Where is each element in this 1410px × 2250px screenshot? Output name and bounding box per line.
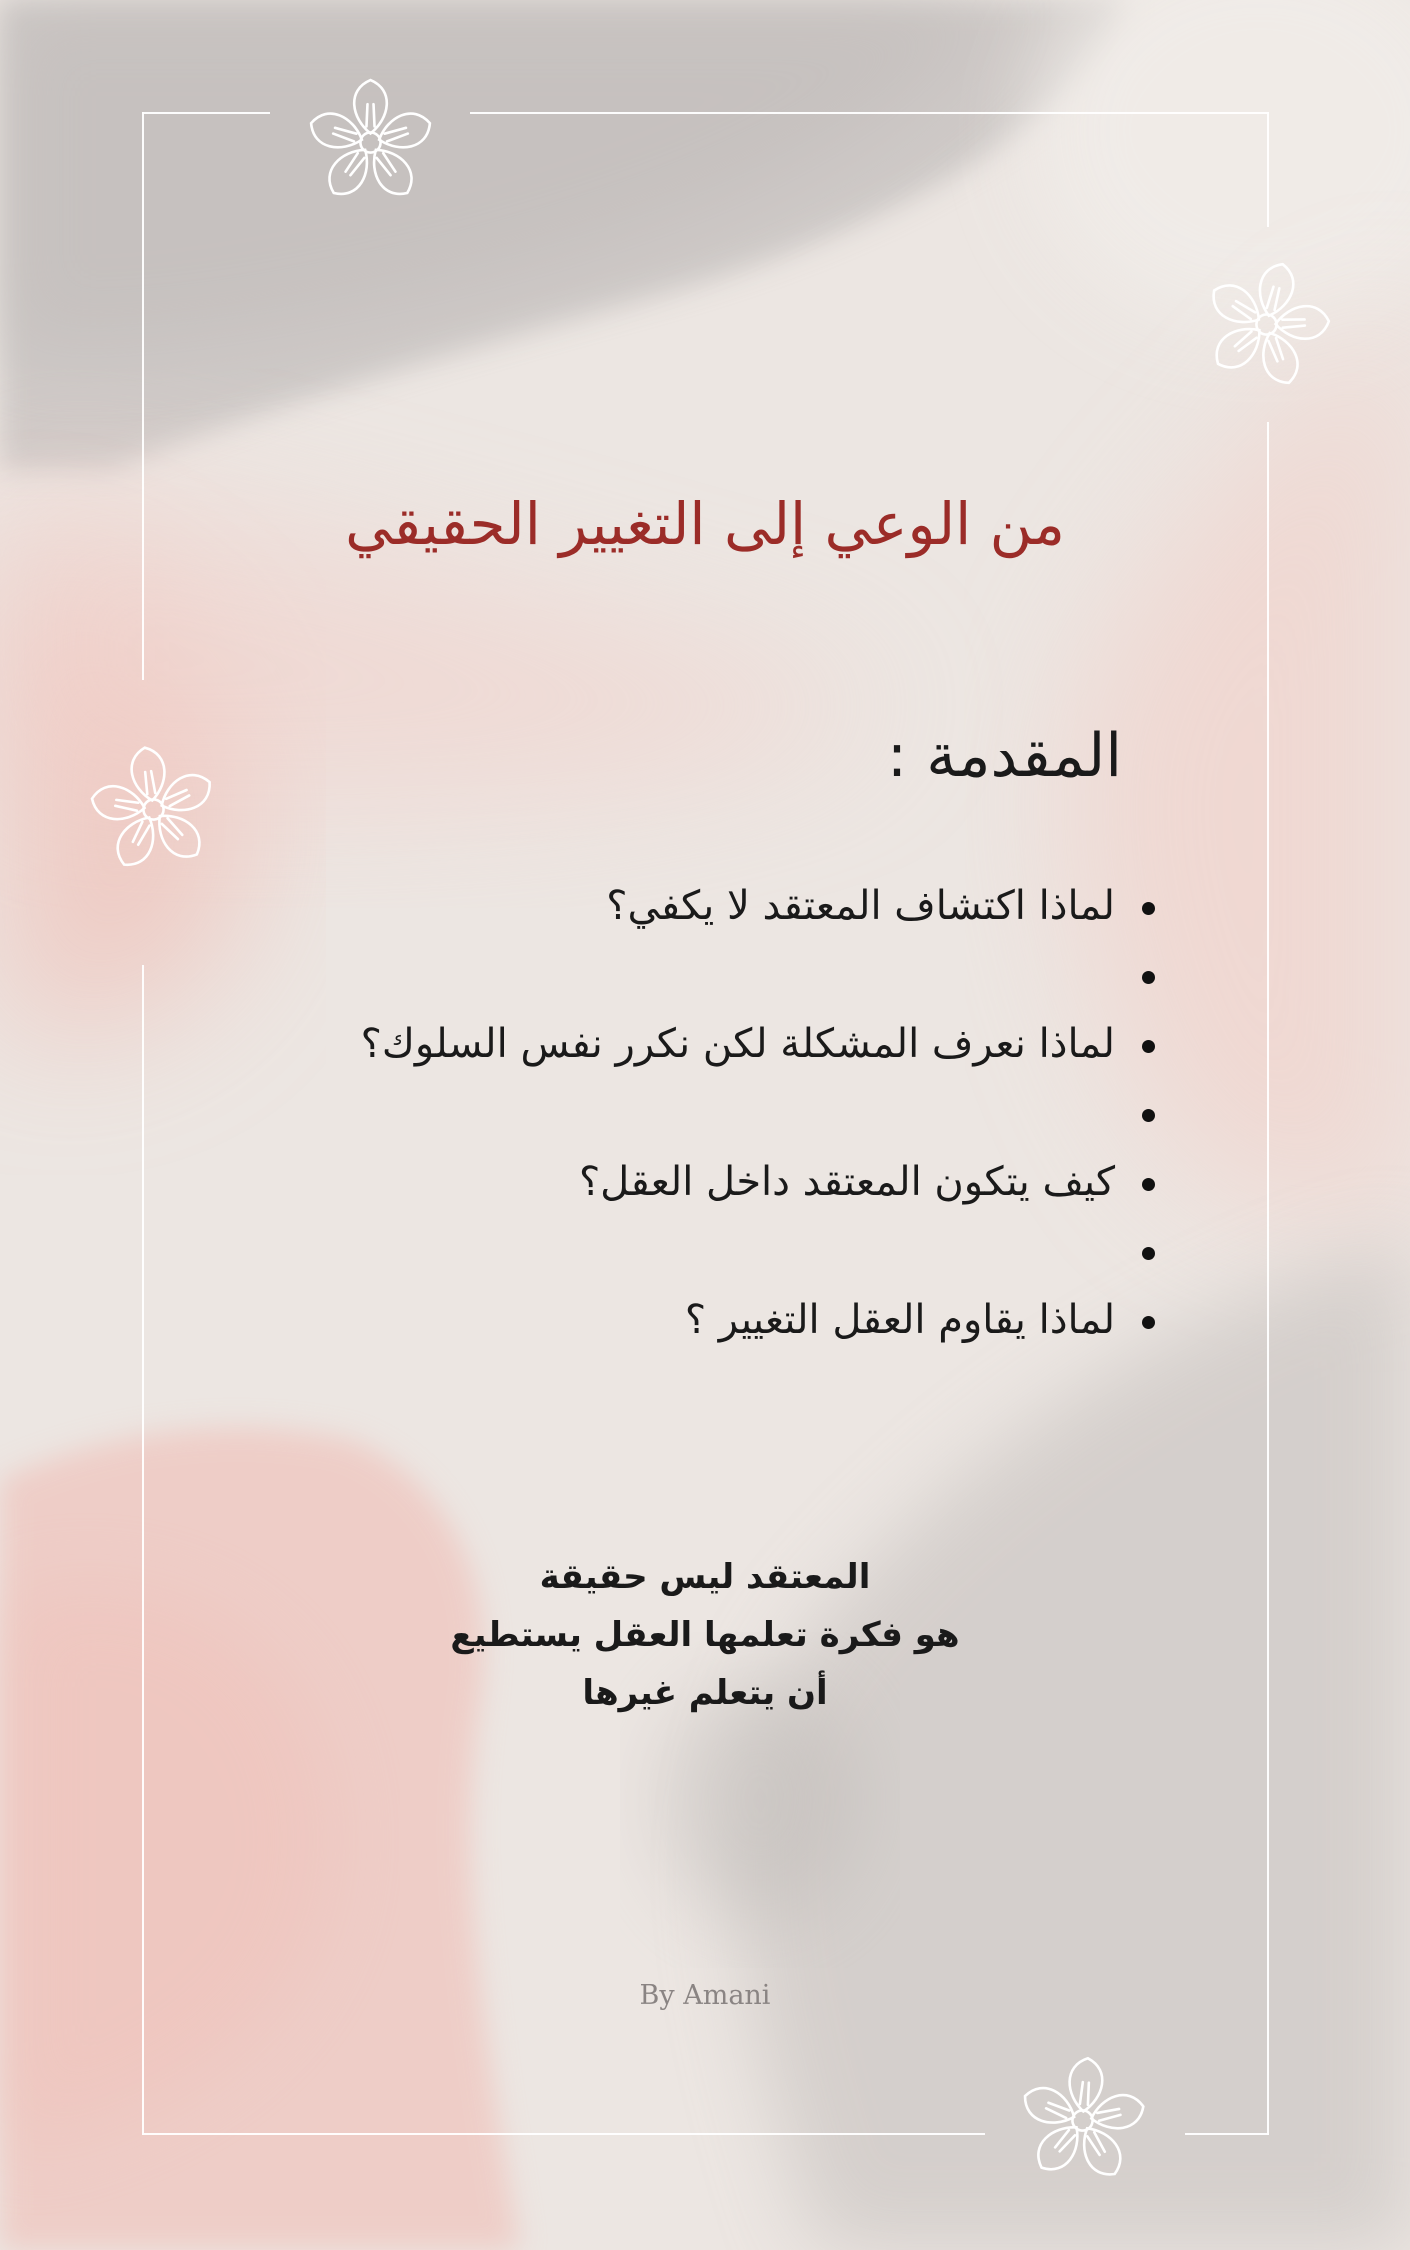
author-byline: By Amani [639,1980,771,2011]
frame-top-left [142,112,270,114]
quote-line: هو فكرة تعلمها العقل يستطيع [450,1615,960,1655]
bullet-dot [1142,1178,1155,1191]
frame-bottom-left [142,2133,985,2135]
flower-icon [81,737,226,882]
bullet-dot [1142,902,1155,915]
flower-icon [1194,252,1339,397]
list-item [255,941,1155,1010]
question-list [255,872,1155,1355]
list-item [255,1010,1155,1079]
quote-block [405,1548,1005,1722]
frame-left-lower [142,965,144,2135]
list-item-text: لماذا يقاوم العقل التغيير ؟ [684,1297,1115,1343]
frame-right-lower [1267,422,1269,2135]
bullet-dot [1142,971,1155,984]
frame-bottom-right [1185,2133,1269,2135]
intro-heading: المقدمة : [886,721,1122,791]
list-item-text: كيف يتكون المعتقد داخل العقل؟ [578,1159,1115,1205]
list-item [255,1148,1155,1217]
list-item-text: لماذا اكتشاف المعتقد لا يكفي؟ [606,883,1115,929]
bullet-dot [1142,1109,1155,1122]
bullet-dot [1142,1316,1155,1329]
bullet-dot [1142,1247,1155,1260]
list-item [255,1286,1155,1355]
frame-left-upper [142,112,144,680]
flower-icon [1010,2048,1155,2193]
quote-line: أن يتعلم غيرها [582,1673,828,1713]
document-title: من الوعي إلى التغيير الحقيقي [345,490,1065,558]
bullet-dot [1142,1040,1155,1053]
list-item [255,1217,1155,1286]
frame-right-upper [1267,112,1269,227]
quote-line: المعتقد ليس حقيقة [539,1557,871,1597]
list-item-text: لماذا نعرف المشكلة لكن نكرر نفس السلوك؟ [360,1021,1115,1067]
list-item [255,1079,1155,1148]
list-item [255,872,1155,941]
flower-icon [298,70,443,215]
frame-top-right [470,112,1269,114]
